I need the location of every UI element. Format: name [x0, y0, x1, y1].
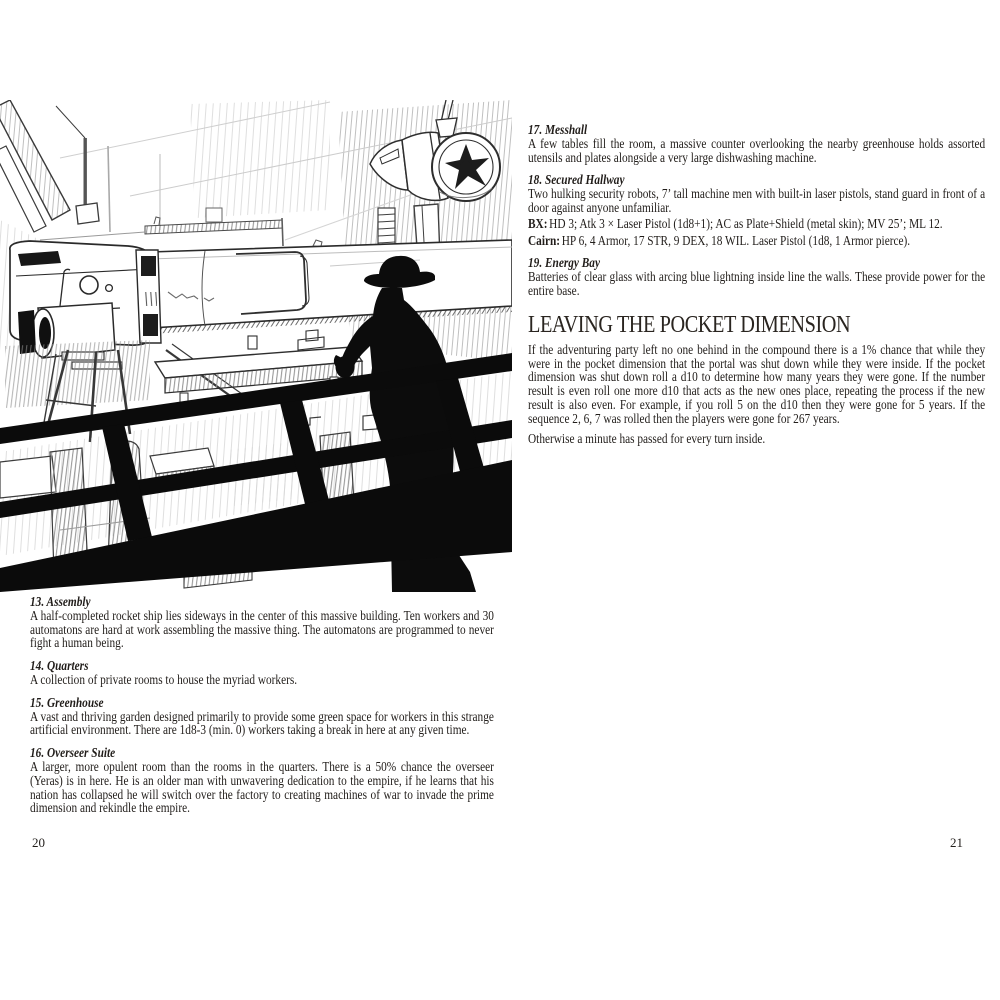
- page-number-right: 21: [950, 835, 963, 850]
- section-title-18: 18. Secured Hallway: [528, 172, 625, 188]
- chapter-heading: LEAVING THE POCKET DIMENSION: [528, 311, 851, 338]
- worker-head-silhouette: [336, 356, 355, 378]
- left-page-text-column: [30, 595, 494, 815]
- stat-line-bx: [528, 217, 985, 231]
- stat-text-cairn: HP 6, 4 Armor, 17 STR, 9 DEX, 18 WIL. Laser Pistol (1d8, 1 Armor pierce).: [561, 232, 911, 248]
- section-body-14: A collection of private rooms to house the myriad workers.: [30, 671, 298, 687]
- heading-paragraph-1: If the adventuring party left no one behind in the compound there is a 1% chance that while they were in the pocket dimension that the portal was shut down while they were inside. If the pocket dimension was shut down roll a d10 to determine how many years they were gone. If the number result is even roll one more d10 that acts as the new ones place, repeating the process if the new result is also even. For example, if you roll 5 on the d10 then they were gone for 5 years. If the sequence 2, 6, 7 was rolled then the players were gone for 267 years.: [528, 341, 986, 426]
- page-number-left: 20: [32, 835, 45, 850]
- section-title-14: 14. Quarters: [30, 658, 89, 674]
- section-title-17: 17. Messhall: [528, 122, 588, 137]
- rocket-assembly-illustration: [0, 100, 512, 592]
- right-page-text-column: [528, 123, 985, 445]
- section-title-19: 19. Energy Bay: [528, 255, 600, 271]
- section-title-13: 13. Assembly: [30, 594, 91, 609]
- section-body-15: A vast and thriving garden designed primarily to provide some green space for workers in this strange artificial environment. There are 1d8-3 (min. 0) workers taking a break in here at any given time.: [30, 708, 494, 738]
- heading-paragraph-2: Otherwise a minute has passed for every turn inside.: [528, 430, 766, 446]
- stat-line-cairn: [528, 234, 985, 248]
- section-body-13: A half-completed rocket ship lies sideways in the center of this massive building. Ten workers and 30 automatons are hard at work assembling the massive thing. The automatons are programmed to never fight a human being.: [30, 607, 494, 651]
- section-body-18: Two hulking security robots, 7’ tall machine men with built-in laser pistols, stand guard in front of a door against anyone unfamiliar.: [528, 186, 986, 215]
- crane-arm: [0, 100, 160, 232]
- section-body-19: Batteries of clear glass with arcing blue lightning inside line the walls. These provide power for the entire base.: [528, 269, 986, 298]
- section-body-17: A few tables fill the room, a massive counter overlooking the nearby greenhouse holds assorted utensils and plates alongside a very large dishwashing machine.: [528, 135, 986, 165]
- stat-label-cairn: Cairn:: [528, 232, 561, 248]
- section-body-16: A larger, more opulent room than the rooms in the quarters. There is a 50% chance the overseer (Yeras) is in here. He is an older man with unwavering dedication to the empire, if he learns that his nation has collapsed he will switch over the factory to creating machines of war to invade the prime dimension and rekindle the empire.: [30, 758, 494, 816]
- section-title-15: 15. Greenhouse: [30, 694, 104, 710]
- section-title-16: 16. Overseer Suite: [30, 745, 116, 761]
- stat-text-bx: HD 3; Atk 3 × Laser Pistol (1d8+1); AC as Plate+Shield (metal skin); MV 25’; ML 12.: [549, 216, 943, 232]
- stat-label-bx: BX:: [528, 216, 548, 232]
